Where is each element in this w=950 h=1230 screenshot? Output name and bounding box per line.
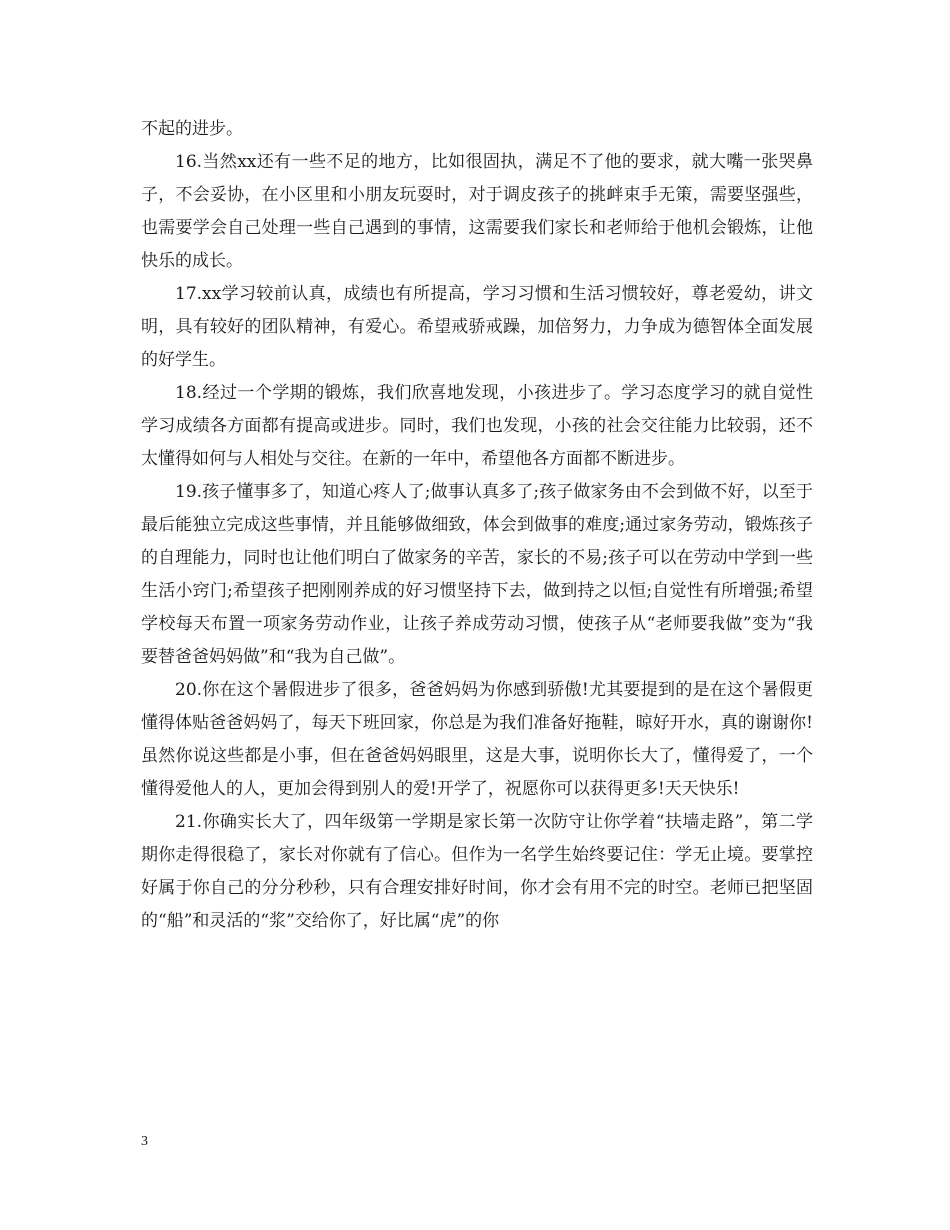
paragraph-16: 16.当然xx还有一些不足的地方，比如很固执，满足不了他的要求，就大嘴一张哭鼻子，不会妥协，在小区里和小朋友玩耍时，对于调皮孩子的挑衅束手无策，需要坚强些，也需要学会自己处理一些自己遇到的事情，这需要我们家长和老师给于他机会锻炼，让他快乐的成长。 [141, 152, 813, 271]
paragraph-18: 18.经过一个学期的锻炼，我们欣喜地发现，小孩进步了。学习态度学习的就自觉性学习成绩各方面都有提高或进步。同时，我们也发现，小孩的社会交往能力比较弱，还不太懂得如何与人相处与交往。在新的一年中，希望他各方面都不断进步。 [141, 383, 813, 469]
paragraph-continuation: 不起的进步。 [141, 119, 243, 139]
paragraph-21: 21.你确实长大了，四年级第一学期是家长第一次防守让你学着“扶墙走路”，第二学期你走得很稳了，家长对你就有了信心。但作为一名学生始终要记住：学无止境。要掌控好属于你自己的分分秒秒，只有合理安排好时间，你才会有用不完的时空。老师已把坚固的“船”和灵活的“浆”交给你了，好比属“虎”的你 [141, 812, 813, 931]
page-number: 3 [141, 1134, 148, 1149]
document-body [141, 113, 813, 938]
paragraph-20: 20.你在这个暑假进步了很多，爸爸妈妈为你感到骄傲!尤其要提到的是在这个暑假更懂得体贴爸爸妈妈了，每天下班回家，你总是为我们准备好拖鞋，晾好开水，真的谢谢你!虽然你说这些都是小事，但在爸爸妈妈眼里，这是大事，说明你长大了，懂得爱了，一个懂得爱他人的人，更加会得到别人的爱!开学了，祝愿你可以获得更多!天天快乐! [141, 680, 813, 799]
paragraph-17: 17.xx学习较前认真，成绩也有所提高，学习习惯和生活习惯较好，尊老爱幼，讲文明，具有较好的团队精神，有爱心。希望戒骄戒躁，加倍努力，力争成为德智体全面发展的好学生。 [141, 284, 813, 370]
paragraph-19: 19.孩子懂事多了，知道心疼人了;做事认真多了;孩子做家务由不会到做不好，以至于最后能独立完成这些事情，并且能够做细致，体会到做事的难度;通过家务劳动，锻炼孩子的自理能力，同时也让他们明白了做家务的辛苦，家长的不易;孩子可以在劳动中学到一些生活小窍门;希望孩子把刚刚养成的好习惯坚持下去，做到持之以恒;自觉性有所增强;希望学校每天布置一项家务劳动作业，让孩子养成劳动习惯，使孩子从“老师要我做”变为“我要替爸爸妈妈做”和“我为自己做”。 [141, 482, 813, 667]
